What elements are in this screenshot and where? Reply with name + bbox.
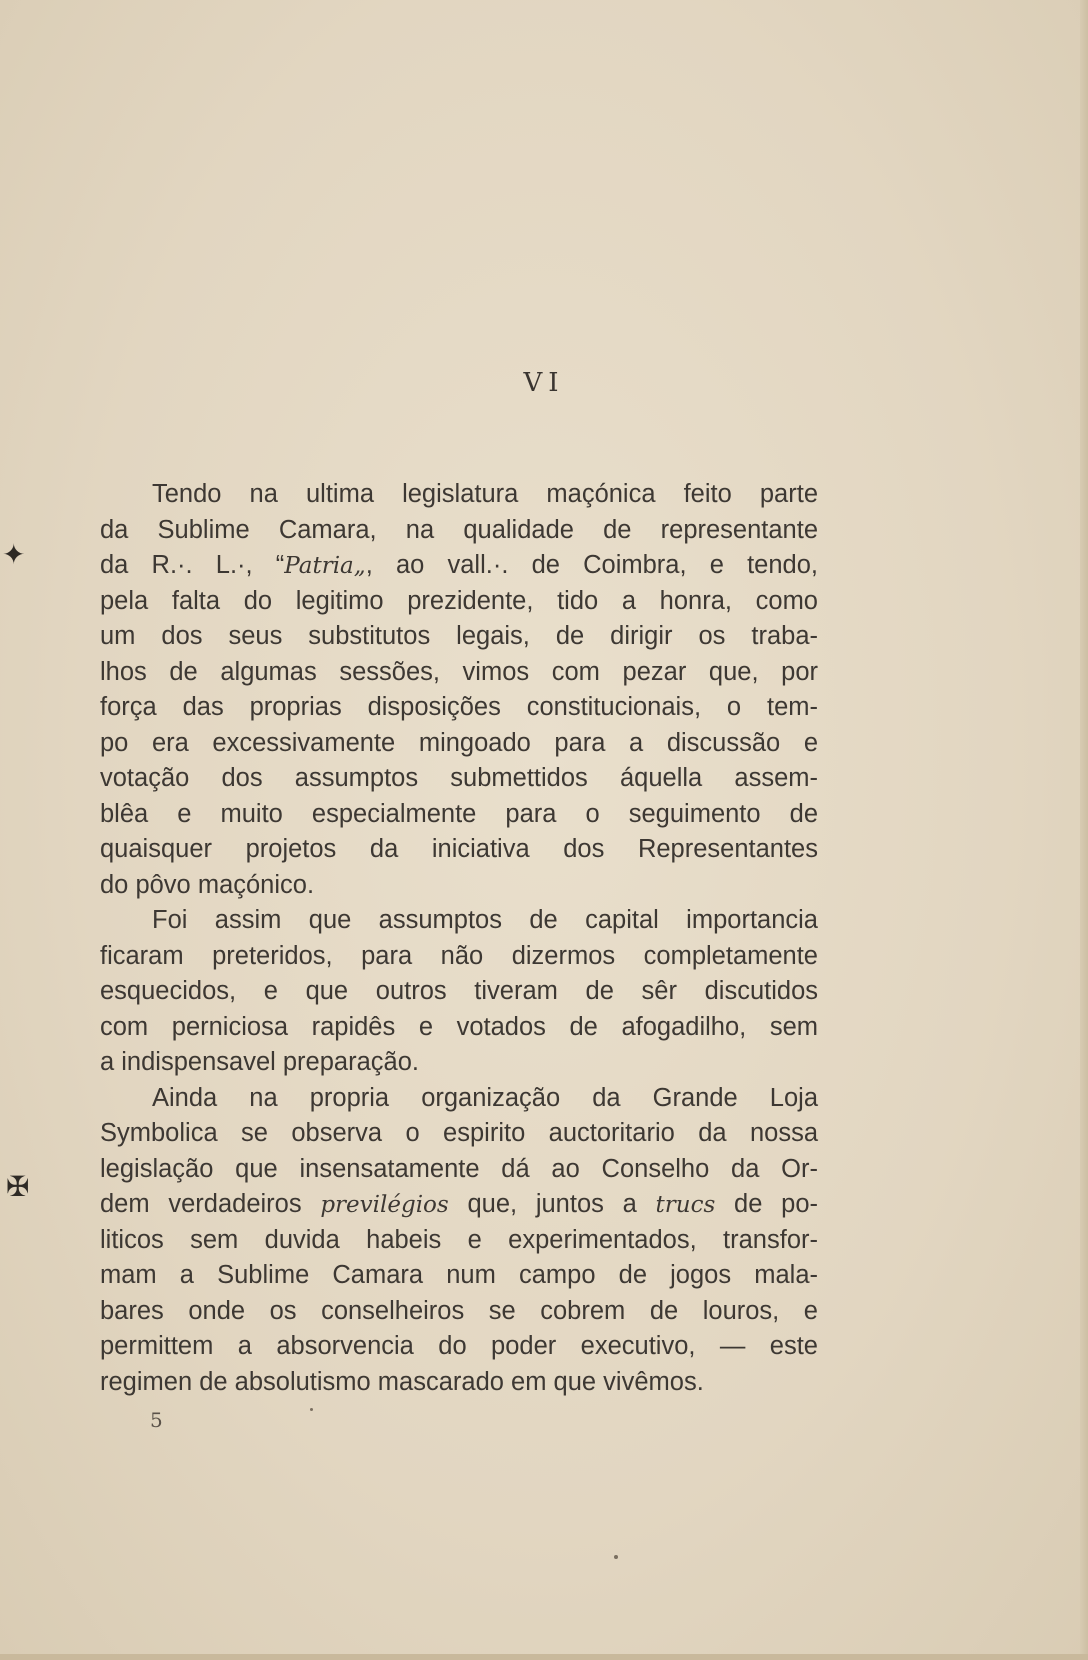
- text-fragment: , ao vall.·. de Coimbra, e tendo,: [365, 551, 818, 579]
- text-fragment: da R.·. L.·, “: [100, 551, 285, 579]
- margin-mark-icon: ✠: [6, 1170, 30, 1203]
- text-line: bares onde os conselheiros se cobrem de louros, e: [100, 1297, 818, 1325]
- text-line: blêa e muito especialmente para o seguimento de: [100, 800, 818, 828]
- text-line: votação dos assumptos submettidos áquella assem-: [100, 764, 818, 792]
- text-line: quaisquer projetos da iniciativa dos Representantes: [100, 835, 818, 863]
- text-line: Foi assim que assumptos de capital importancia: [152, 906, 818, 934]
- text-line: da Sublime Camara, na qualidade de representante: [100, 516, 818, 544]
- text-fragment: dem verdadeiros: [100, 1190, 321, 1218]
- text-line: po era excessivamente mingoado para a discussão e: [100, 729, 818, 757]
- ink-spot: [310, 1408, 313, 1411]
- text-line: Tendo na ultima legislatura maçónica feito parte: [152, 480, 818, 508]
- italic-text: previlégios: [320, 1192, 449, 1218]
- text-fragment: de po-: [715, 1190, 818, 1218]
- text-line: [100, 547, 818, 584]
- text-line: força das proprias disposições constitucionais, o tem-: [100, 693, 818, 721]
- text-fragment: que, juntos a: [448, 1190, 656, 1218]
- chapter-heading: VI: [523, 368, 565, 398]
- text-line: regimen de absolutismo mascarado em que vivêmos.: [100, 1368, 704, 1396]
- text-line: mam a Sublime Camara num campo de jogos mala-: [100, 1261, 818, 1289]
- text-line: Ainda na propria organização da Grande Loja: [152, 1084, 818, 1112]
- text-line: Symbolica se observa o espirito auctoritario da nossa: [100, 1119, 818, 1147]
- italic-text: trucs: [655, 1192, 716, 1218]
- text-line: pela falta do legitimo prezidente, tido a honra, como: [100, 587, 818, 615]
- margin-mark-icon: ✦: [2, 538, 26, 571]
- text-line: lhos de algumas sessões, vimos com pezar que, por: [100, 658, 818, 686]
- ink-spot: [614, 1555, 618, 1559]
- page-bottom-edge: [0, 1654, 1088, 1660]
- text-line: um dos seus substitutos legais, de dirigir os traba-: [100, 622, 818, 650]
- text-line: ficaram preteridos, para não dizermos completamente: [100, 942, 818, 970]
- text-line: [100, 1186, 818, 1223]
- page-edge: [1080, 0, 1088, 1660]
- text-line: do pôvo maçónico.: [100, 871, 315, 899]
- text-line: legislação que insensatamente dá ao Conselho da Or-: [100, 1155, 818, 1183]
- italic-text: Patria„: [284, 553, 366, 579]
- text-line: permittem a absorvencia do poder executivo, — este: [100, 1332, 818, 1360]
- text-line: com perniciosa rapidês e votados de afogadilho, sem: [100, 1013, 818, 1041]
- text-line: a indispensavel preparação.: [100, 1048, 419, 1076]
- page-number: 5: [150, 1408, 163, 1432]
- text-line: liticos sem duvida habeis e experimentados, transfor-: [100, 1226, 818, 1254]
- text-line: esquecidos, e que outros tiveram de sêr discutidos: [100, 977, 818, 1005]
